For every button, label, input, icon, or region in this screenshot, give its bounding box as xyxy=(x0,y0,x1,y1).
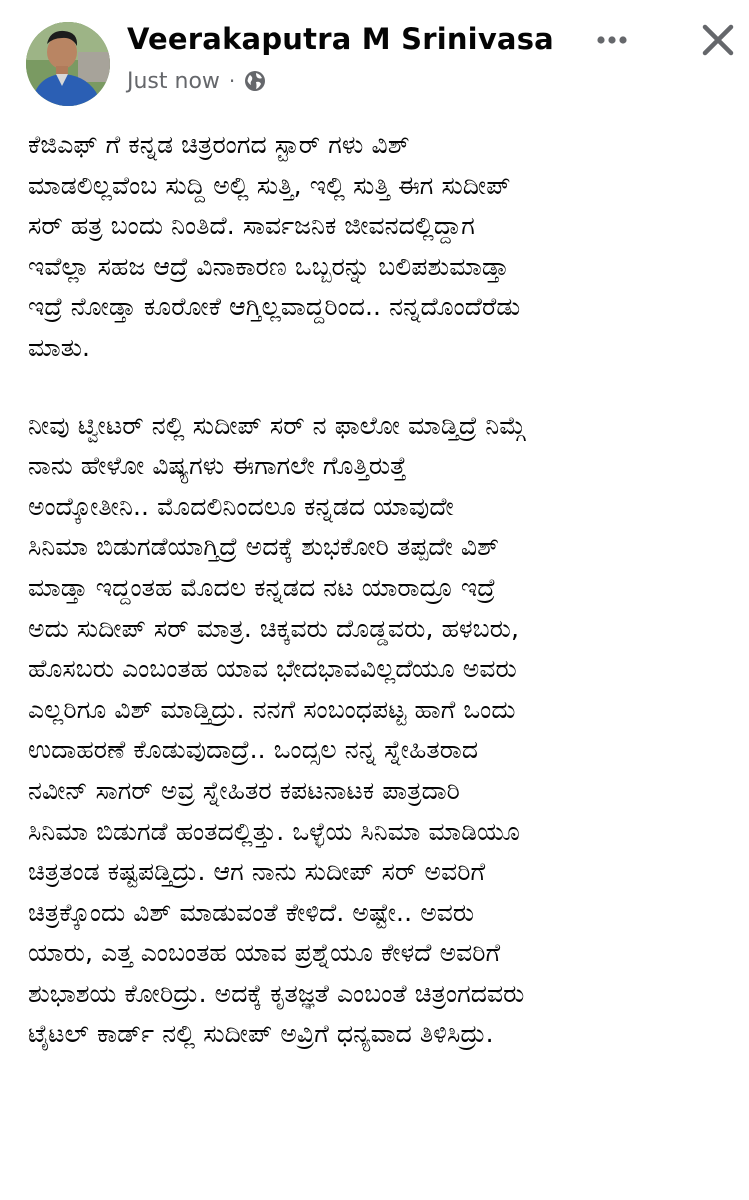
more-options-button[interactable] xyxy=(588,20,636,60)
author-avatar[interactable] xyxy=(26,22,110,106)
more-horizontal-icon xyxy=(592,34,632,46)
post-body xyxy=(28,125,738,1092)
post-header xyxy=(0,0,749,115)
close-button[interactable] xyxy=(694,16,742,64)
author-name[interactable]: Veerakaputra M Srinivasa xyxy=(127,22,554,56)
globe-icon[interactable] xyxy=(244,70,266,92)
profile-photo xyxy=(26,22,110,106)
post-meta xyxy=(127,66,266,96)
post-paragraph-2: ನೀವು ಟ್ವೀಟರ್ ನಲ್ಲಿ ಸುದೀಪ್ ಸರ್ ನ ಫಾಲೋ ಮಾಡ್ತಿದ್ರೆ ನಿಮ್ಗೆ ನಾನು ಹೇಳೋ ವಿಷ್ಯಗಳು ಈಗಾಗಲೇ ಗೊತ್ತಿರುತ್ತೆ ಅಂದ್ಕೋತೀನಿ.. ಮೊದಲಿನಿಂದಲೂ ಕನ್ನಡದ ಯಾವುದೇ ಸಿನಿಮಾ ಬಿಡುಗಡೆಯಾಗ್ತಿದ್ರೆ ಅದಕ್ಕೆ ಶುಭಕೋರಿ ತಪ್ಪದೇ ವಿಶ್ ಮಾಡ್ತಾ ಇದ್ದಂತಹ ಮೊದಲ ಕನ್ನಡದ ನಟ ಯಾರಾದ್ರೂ ಇದ್ರೆ ಅದು ಸುದೀಪ್ ಸರ್ ಮಾತ್ರ. ಚಿಕ್ಕವರು ದೊಡ್ಡವರು, ಹಳಬರು, ಹೊಸಬರು ಎಂಬಂತಹ ಯಾವ ಭೇದಭಾವವಿಲ್ಲದೆಯೂ ಅವರು ಎಲ್ಲರಿಗೂ ವಿಶ್ ಮಾಡ್ತಿದ್ರು. ನನಗೆ ಸಂಬಂಧಪಟ್ಟ ಹಾಗೆ ಒಂದು ಉದಾಹರಣೆ ಕೊಡುವುದಾದ್ರೆ.. ಒಂದ್ಸಲ ನನ್ನ ಸ್ನೇಹಿತರಾದ ನವೀನ್ ಸಾಗರ್ ಅವ್ರ ಸ್ನೇಹಿತರ ಕಪಟನಾಟಕ ಪಾತ್ರದಾರಿ ಸಿನಿಮಾ ಬಿಡುಗಡೆ ಹಂತದಲ್ಲಿತ್ತು. ಒಳ್ಳೆಯ ಸಿನಿಮಾ ಮಾಡಿಯೂ ಚಿತ್ರತಂಡ ಕಷ್ಟಪಡ್ತಿದ್ರು. ಆಗ ನಾನು ಸುದೀಪ್ ಸರ್ ಅವರಿಗೆ ಚಿತ್ರಕ್ಕೊಂದು ವಿಶ್ ಮಾಡುವಂತೆ ಕೇಳಿದೆ. ಅಷ್ಟೇ.. ಅವರು ಯಾರು, ಎತ್ತ ಎಂಬಂತಹ ಯಾವ ಪ್ರಶ್ನೆಯೂ ಕೇಳದೆ ಅವರಿಗೆ ಶುಭಾಶಯ ಕೋರಿದ್ರು. ಅದಕ್ಕೆ ಕೃತಜ್ಞತೆ ಎಂಬಂತೆ ಚಿತ್ರಂಗದವರು ಟೈಟಲ್ ಕಾರ್ಡ್ ನಲ್ಲಿ ಸುದೀಪ್ ಅವ್ರಿಗೆ ಧನ್ಯವಾದ ತಿಳಿಸಿದ್ರು. xyxy=(28,410,526,1049)
post-timestamp[interactable]: Just now xyxy=(127,68,220,94)
close-icon xyxy=(701,23,735,57)
meta-separator: · xyxy=(228,69,236,93)
post-paragraph-1: ಕೆಜಿಎಫ್ ಗೆ ಕನ್ನಡ ಚಿತ್ರರಂಗದ ಸ್ಟಾರ್ ಗಳು ವಿಶ್ ಮಾಡಲಿಲ್ಲವೆಂಬ ಸುದ್ದಿ ಅಲ್ಲಿ ಸುತ್ತಿ, ಇಲ್ಲಿ ಸುತ್ತಿ ಈಗ ಸುದೀಪ್ ಸರ್ ಹತ್ರ ಬಂದು ನಿಂತಿದೆ. ಸಾರ್ವಜನಿಕ ಜೀವನದಲ್ಲಿದ್ದಾಗ ಇವೆಲ್ಲಾ ಸಹಜ ಆದ್ರೆ ವಿನಾಕಾರಣ ಒಬ್ಬರನ್ನು ಬಲಿಪಶುಮಾಡ್ತಾ ಇದ್ರೆ ನೋಡ್ತಾ ಕೂರೋಕೆ ಆಗ್ತಿಲ್ಲವಾದ್ದರಿಂದ.. ನನ್ನದೊಂದೆರೆಡು ಮಾತು. xyxy=(28,130,521,362)
